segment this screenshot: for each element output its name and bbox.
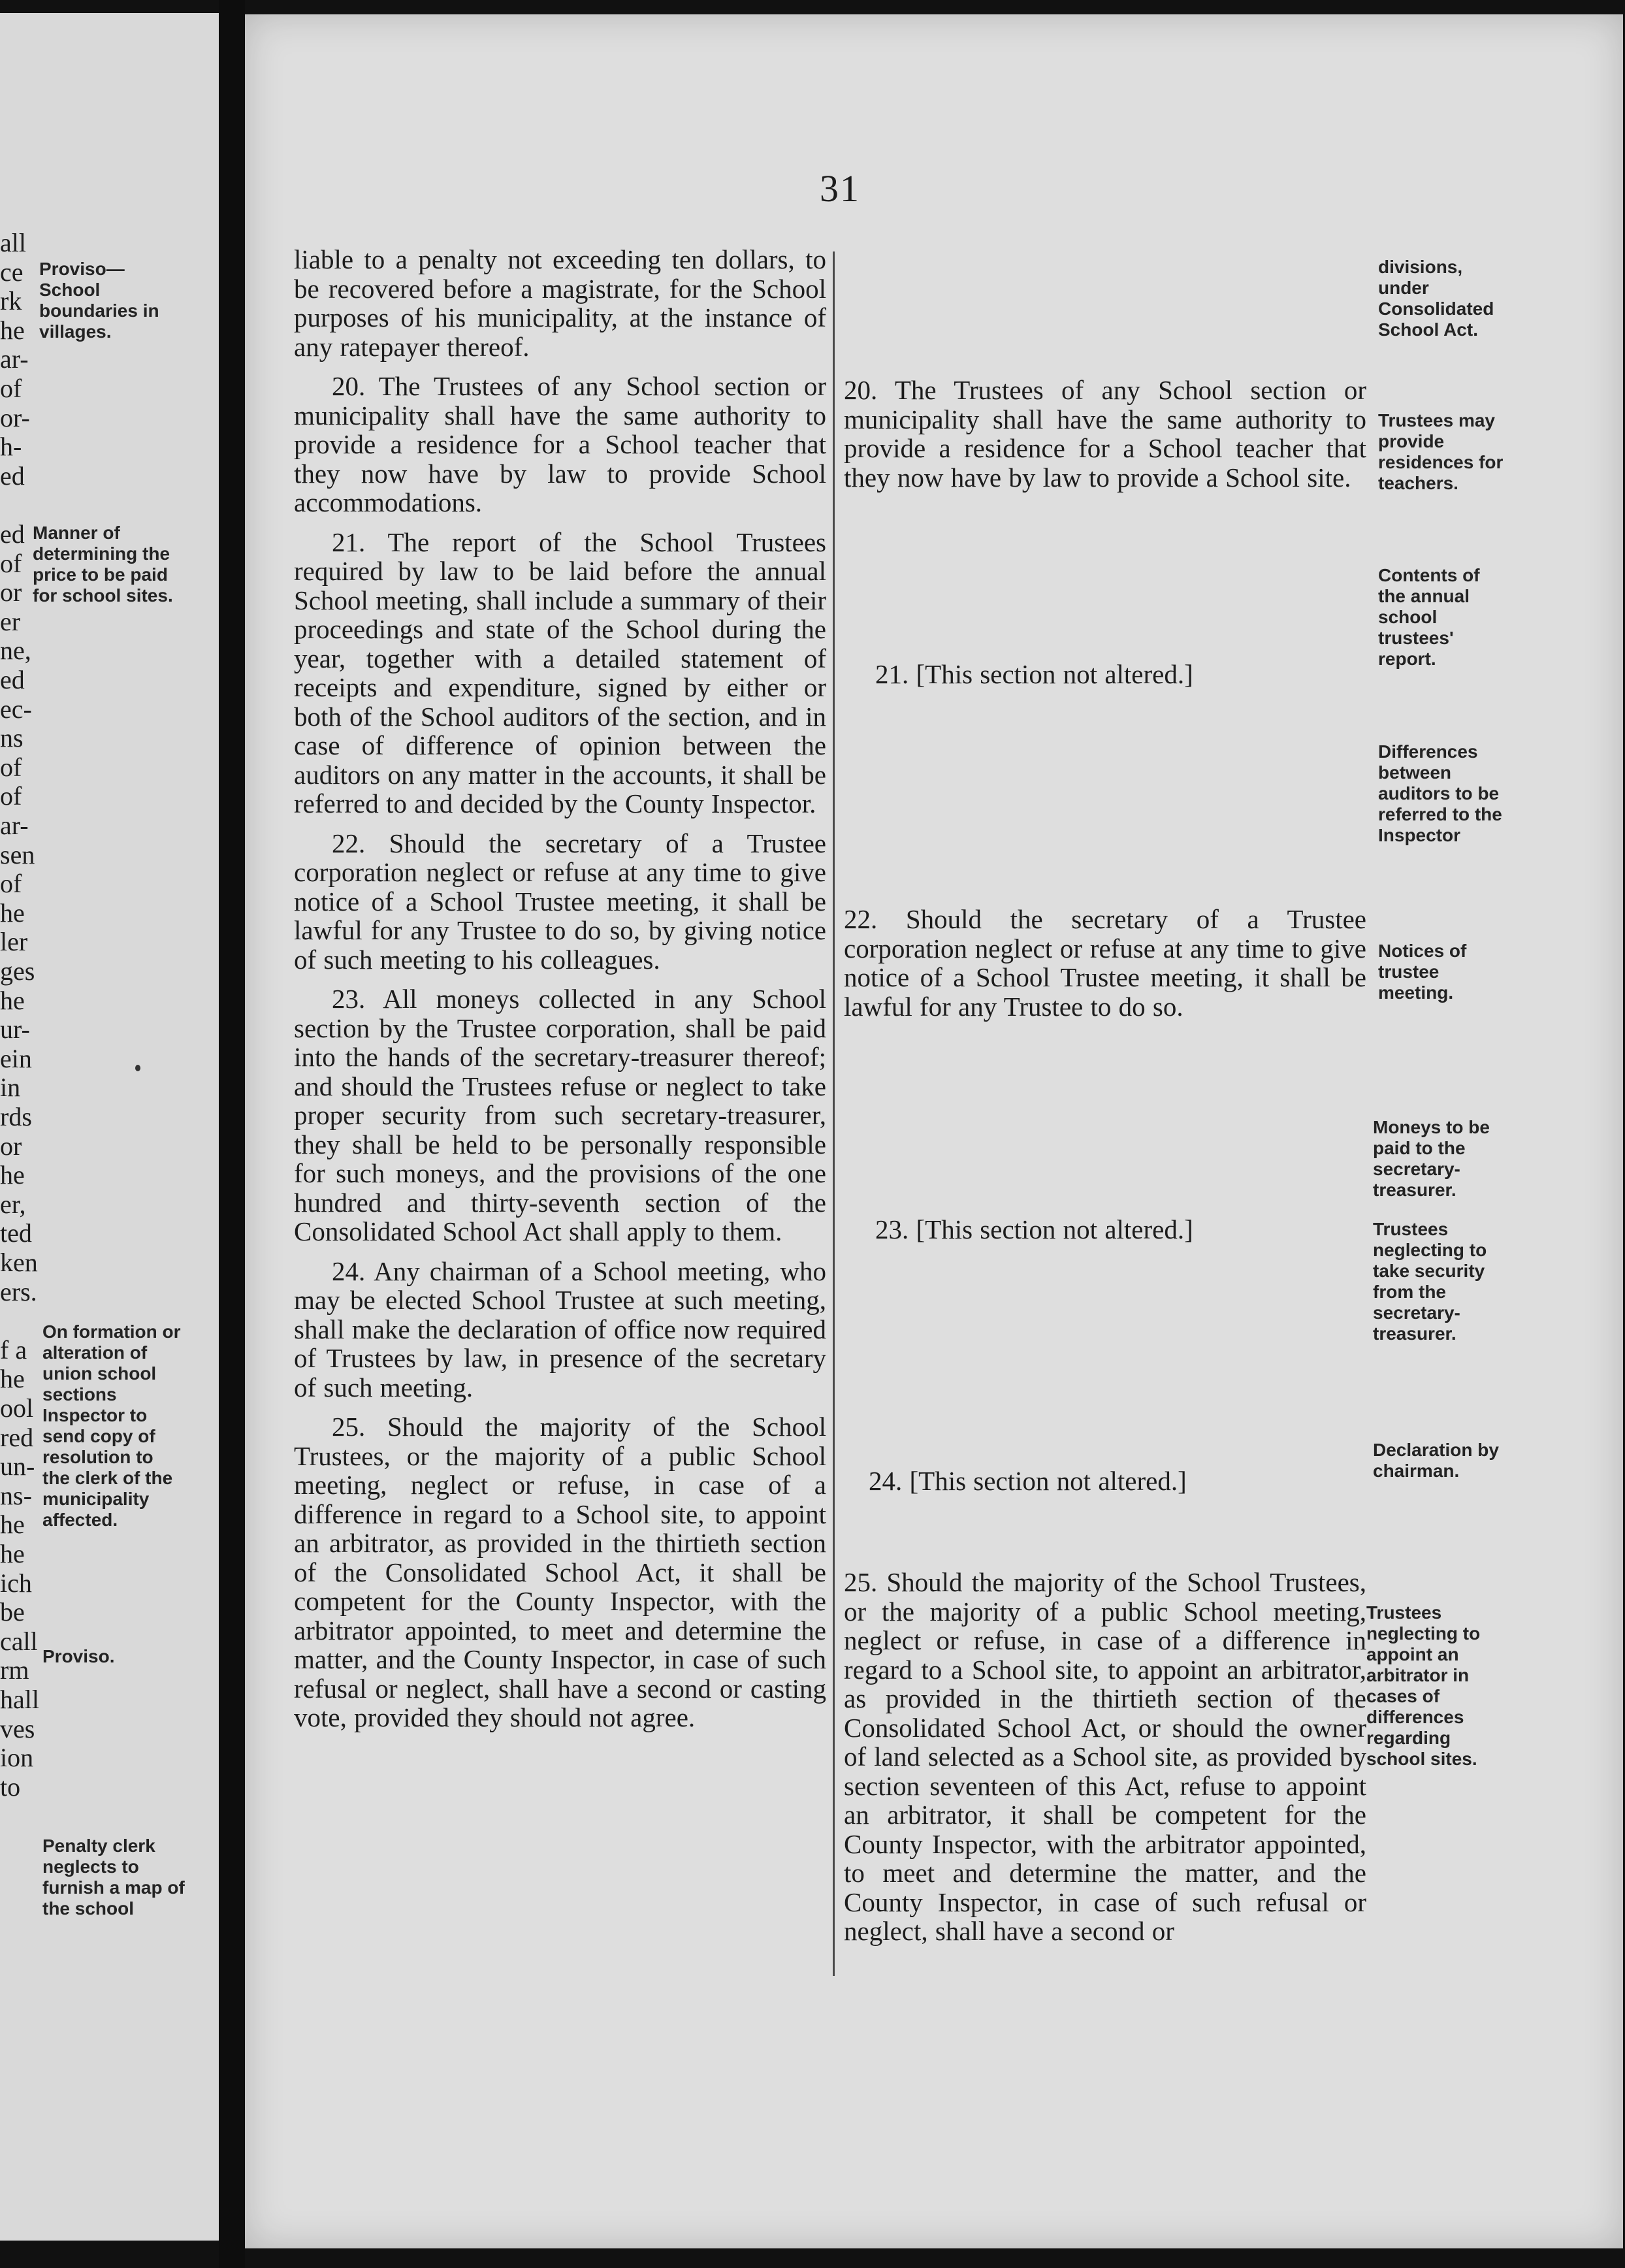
page-gutter xyxy=(219,0,245,2268)
facing-line-fragment: ur- xyxy=(0,1014,30,1045)
note-differences: Differences between auditors to be referred to the Inspector xyxy=(1378,741,1502,845)
facing-line-fragment: h- xyxy=(0,432,22,462)
facing-line-fragment: ns xyxy=(0,723,24,753)
section-21-original: 21. The report of the School Trustees required by law to be laid before the annual School meeting, shall include a summary of their proceedings and state of the School during the year, together with a detailed statement of receipts and expenditure, signed by either or both of the School auditors of the section, and in case of difference of opinion between the auditors on any matter in the accounts, it shall be referred to and decided by the County Inspector. xyxy=(294,526,826,818)
facing-line-fragment: be xyxy=(0,1597,25,1627)
note-moneys: Moneys to be paid to the secretary-treasurer. xyxy=(1373,1117,1490,1200)
section-22-amended: 22. Should the secretary of a Trustee corporation neglect or refuse at any time to give notice of a School Trustee meeting, it shall be lawful for any Trustee to do so. xyxy=(844,904,1366,1022)
facing-line-fragment: he xyxy=(0,1539,25,1568)
note-divisions: divisions, under Consolidated School Act. xyxy=(1378,257,1494,340)
facing-line-fragment: ler xyxy=(0,927,28,957)
facing-line-fragment: f a xyxy=(0,1335,27,1365)
section-24-original: 24. Any chairman of a School meeting, who may be elected School Trustee at such meeting, shall make the declaration of office now required of Trustees by law, in presence of the secretary of such meeting. xyxy=(294,1256,826,1402)
note-proviso: Proviso. xyxy=(42,1646,115,1666)
facing-line-fragment: he xyxy=(0,985,25,1015)
facing-line-fragment: un- xyxy=(0,1451,35,1482)
note-residences: Trustees may provide residences for teachers. xyxy=(1378,410,1504,493)
facing-page xyxy=(0,13,219,2241)
facing-line-fragment: ted xyxy=(0,1218,32,1248)
facing-line-fragment: of xyxy=(0,548,22,578)
section-25-amended: 25. Should the majority of the School Trustees, or the majority of a public School meeting, neglect or refuse, in case of a difference in regard to a School site, to appoint an arbitrator, as provided in the thirtieth section of the Consolidated School Act, or should the owner of land selected as a School site, as provided by section seventeen of this Act, refuse to appoint an arbitrator, it shall be competent for the County Inspector, with the arbitrator appointed, to meet and determine the matter, and the County Inspector, in case of such refusal or neglect, shall have a second or xyxy=(844,1567,1366,1946)
facing-line-fragment: ich xyxy=(0,1568,32,1598)
facing-line-fragment: red xyxy=(0,1422,34,1452)
note-contents-report: Contents of the annual school trustees' report. xyxy=(1378,565,1480,669)
facing-line-fragment: of xyxy=(0,869,22,899)
facing-line-fragment: ves xyxy=(0,1713,35,1743)
facing-line-fragment: ges xyxy=(0,956,35,986)
facing-line-fragment xyxy=(0,491,33,520)
column-divider xyxy=(833,251,835,1976)
facing-line-fragment: ken xyxy=(0,1248,38,1277)
section-25-original: 25. Should the majority of the School Trustees, or the majority of a public School meeting, neglect or refuse, in case of a difference in regard to a School site, to appoint an arbitrator, as provided in the thirtieth section of the Consolidated School Act, it shall be competent for the County Inspector, with the arbitrator appointed, to meet and determine the matter, and the County Inspector, in case of such refusal or neglect, shall have a second or casting vote, provided they should not agree. xyxy=(294,1412,826,1732)
facing-line-fragment: ne, xyxy=(0,636,31,666)
facing-line-fragment: hall xyxy=(0,1685,39,1714)
facing-line-fragment: rk xyxy=(0,286,22,316)
section-23-amended: 23. [This section not altered.] xyxy=(875,1214,1193,1244)
facing-line-fragment: ar- xyxy=(0,811,29,840)
facing-line-fragment: ein xyxy=(0,1043,32,1073)
facing-line-fragment: ed xyxy=(0,519,25,549)
facing-line-fragment: ool xyxy=(0,1393,34,1423)
section-20-original: 20. The Trustees of any School section or municipality shall have the same authority to provide a residence for a School teacher that they now have by law to provide School accommodations. xyxy=(294,371,826,517)
facing-line-fragment: rm xyxy=(0,1655,29,1685)
facing-line-fragment: of xyxy=(0,752,22,782)
facing-line-fragment: he xyxy=(0,1364,25,1394)
page-number: 31 xyxy=(820,167,860,210)
section-23-original: 23. All moneys collected in any School section by the Trustee corporation, shall be paid into the hands of the secretary-treasurer thereof; and should the Trustees refuse or neglect to take proper security from such secretary-treasurer, they shall be held to be personally responsible for such moneys, and the provisions of the one hundred and thirty-seventh section of the Consolidated School Act shall apply to them. xyxy=(294,984,826,1246)
facing-line-fragment: ers. xyxy=(0,1276,37,1306)
section-24-amended: 24. [This section not altered.] xyxy=(869,1466,1187,1496)
note-trustees-security: Trustees neglecting to take security from the secretary-treasurer. xyxy=(1373,1219,1487,1344)
facing-line-fragment: he xyxy=(0,898,25,928)
left-column-original-text xyxy=(294,245,826,1732)
facing-line-fragment: or xyxy=(0,577,22,608)
note-notices: Notices of trustee meeting. xyxy=(1378,941,1467,1003)
facing-line-fragment: call xyxy=(0,1626,38,1656)
facing-line-fragment: in xyxy=(0,1073,21,1103)
note-declaration: Declaration by chairman. xyxy=(1373,1440,1499,1481)
facing-line-fragment: er, xyxy=(0,1189,26,1219)
facing-line-fragment: rds xyxy=(0,1102,32,1131)
ink-speck xyxy=(135,1065,140,1071)
facing-line-fragment: ce xyxy=(0,257,24,287)
facing-line-fragment: ar- xyxy=(0,344,29,374)
facing-line-fragment: er xyxy=(0,606,21,636)
facing-line-fragment: he xyxy=(0,315,25,345)
note-formation-union: On formation or alteration of union school sections Inspector to send copy of resolution to the clerk of the municipality affected. xyxy=(42,1321,181,1530)
facing-line-fragment: to xyxy=(0,1772,21,1802)
section-22-original: 22. Should the secretary of a Trustee corporation neglect or refuse at any time to give notice of a School Trustee meeting, it shall be lawful for any Trustee to do so, by giving notice of such meeting to his colleagues. xyxy=(294,828,826,975)
facing-line-fragment: ed xyxy=(0,461,25,491)
facing-line-fragment: ion xyxy=(0,1743,34,1773)
facing-line-fragment: ed xyxy=(0,665,25,694)
facing-line-fragment: of xyxy=(0,374,22,403)
facing-line-fragment: ns- xyxy=(0,1480,32,1510)
facing-line-fragment: sen xyxy=(0,839,35,869)
facing-line-fragment: of xyxy=(0,781,22,811)
facing-line-fragment: he xyxy=(0,1510,25,1540)
section-21-amended: 21. [This section not altered.] xyxy=(875,659,1193,689)
section-20-amended: 20. The Trustees of any School section or municipality shall have the same authority to provide a residence for a School teacher that they now have by law to provide a School site. xyxy=(844,375,1366,493)
facing-line-fragment: all xyxy=(0,228,26,257)
note-penalty-clerk: Penalty clerk neglects to furnish a map of the school xyxy=(42,1836,185,1919)
facing-line-fragment: ec- xyxy=(0,694,32,724)
note-proviso-boundaries: Proviso—School boundaries in villages. xyxy=(39,259,159,342)
note-arbitrator: Trustees neglecting to appoint an arbitrator in cases of differences regarding school sites. xyxy=(1366,1602,1481,1769)
facing-line-fragment: or xyxy=(0,1131,22,1161)
facing-line-fragment xyxy=(0,1306,33,1336)
facing-line-fragment: or- xyxy=(0,402,30,432)
note-manner-price: Manner of determining the price to be paid for school sites. xyxy=(33,523,173,606)
continuation-paragraph: liable to a penalty not exceeding ten dollars, to be recovered before a magistrate, for the School purposes of his municipality, at the instance of any ratepayer thereof. xyxy=(294,244,826,362)
facing-line-fragment: he xyxy=(0,1160,25,1190)
